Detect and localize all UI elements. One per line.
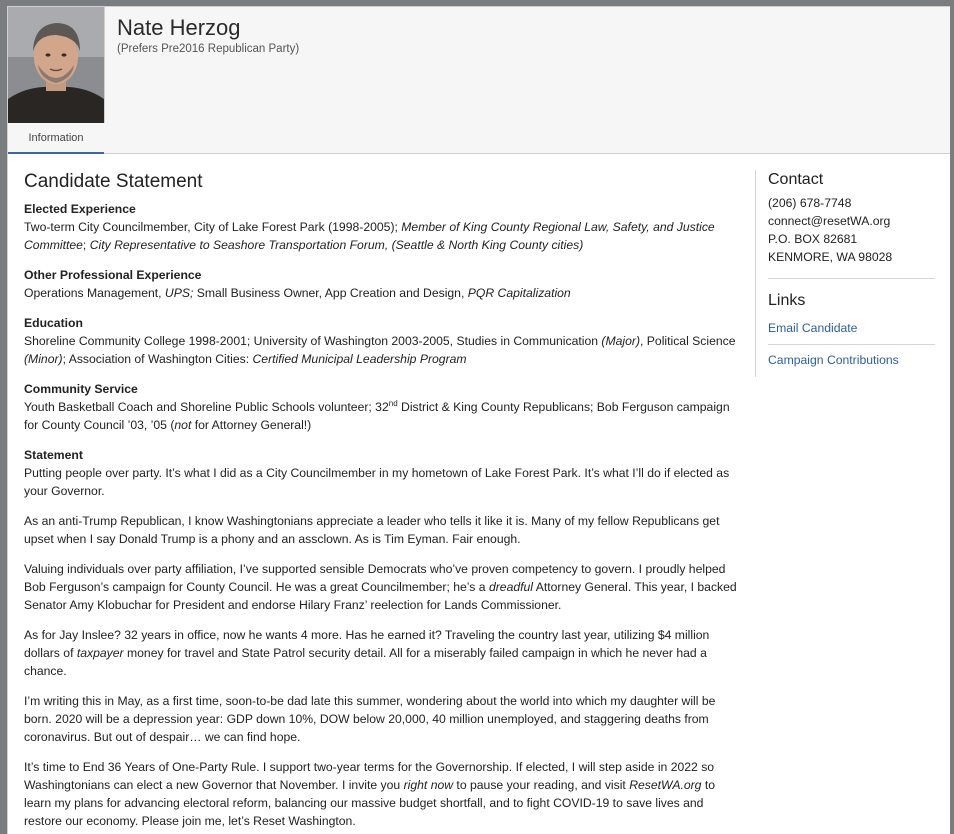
statement-heading: Candidate Statement — [24, 171, 203, 192]
education-title: Education — [24, 316, 83, 330]
statement-paragraph — [24, 560, 744, 614]
text-italic: City Representative to Seashore Transportation Forum, (Seattle & North King County cities) — [89, 238, 584, 252]
text-italic: ResetWA.org — [629, 778, 702, 792]
candidate-page — [7, 6, 950, 834]
campaign-contributions-link[interactable]: Campaign Contributions — [768, 353, 899, 367]
statement-title: Statement — [24, 448, 83, 462]
contact-address-line2: KENMORE, WA 98028 — [768, 250, 893, 264]
text-span: , Political Science — [640, 334, 736, 348]
text-italic: (Minor) — [24, 352, 63, 366]
elected-experience-section — [24, 200, 744, 254]
text-italic: right now — [403, 778, 454, 792]
tab-bar — [8, 123, 950, 154]
contact-phone: (206) 678-7748 — [768, 196, 852, 210]
candidate-photo — [8, 7, 105, 123]
other-experience-text — [24, 284, 744, 302]
text-italic: UPS; — [164, 286, 194, 300]
text-span: District & King County Republicans; Bob Ferguson campaign for County Council ’03, ’05 ( — [24, 400, 730, 432]
tab-information[interactable]: Information — [8, 123, 104, 154]
text-span: Attorney General. This year, I backed Senator Amy Klobuchar for President and endorse Hilary Franz’ reelection for Lands Commissioner. — [24, 580, 737, 612]
sidebar-divider — [768, 278, 935, 279]
text-italic: Certified Municipal Leadership Program — [252, 352, 467, 366]
text-italic: (Major) — [601, 334, 641, 348]
links-divider — [768, 344, 935, 345]
text-span: money for travel and State Patrol security detail. All for a miserably failed campaign in which he never had a chance. — [24, 646, 707, 678]
text-italic: PQR Capitalization — [467, 286, 571, 300]
community-service-section — [24, 380, 744, 434]
community-service-text — [24, 398, 744, 434]
text-italic: Member of King County Regional Law, Safety, and Justice Committee — [24, 220, 715, 252]
education-section — [24, 314, 744, 368]
statement-paragraph: As an anti-Trump Republican, I know Washingtonians appreciate a leader who tells it like it is. Many of my fellow Republicans get upset when I say Donald Trump is a phony and an assclown. As is Tim Eyman. Fair enough. — [24, 514, 720, 546]
candidate-party: (Prefers Pre2016 Republican Party) — [117, 43, 300, 55]
contact-heading: Contact — [768, 171, 824, 188]
candidate-header — [8, 6, 950, 124]
community-service-title: Community Service — [24, 382, 138, 396]
text-span: Shoreline Community College 1998-2001; University of Washington 2003-2005, Studies in Communication — [24, 334, 602, 348]
elected-experience-title: Elected Experience — [24, 202, 136, 216]
links-heading: Links — [768, 292, 806, 309]
text-italic: taxpayer — [76, 646, 124, 660]
text-span: ; Association of Washington Cities: — [62, 352, 253, 366]
text-span: Valuing individuals over party affiliation, I’ve supported sensible Democrats who’ve proven competency to govern. I proudly helped Bob Ferguson’s campaign for County Council. He was a great Councilmember; he’s a — [24, 562, 726, 594]
text-span: Operations Management, — [24, 286, 165, 300]
text-span: Two-term City Councilmember, City of Lake Forest Park (1998-2005); — [24, 220, 402, 234]
elected-experience-text — [24, 218, 744, 254]
superscript: nd — [388, 398, 398, 408]
statement-paragraph: I’m writing this in May, as a first time, soon-to-be dad late this summer, wondering about the world into which my daughter will be born. 2020 will be a depression year: GDP down 10%, DOW below 20,000, 40 million unemployed, and staggering deaths from coronavirus. But out of despair… we can find hope. — [24, 694, 716, 744]
contact-address-line1: P.O. BOX 82681 — [768, 232, 858, 246]
other-experience-section — [24, 266, 744, 302]
text-italic: not — [174, 418, 192, 432]
statement-paragraph — [24, 626, 744, 680]
statement-paragraph: Putting people over party. It’s what I did as a City Councilmember in my hometown of Lake Forest Park. It’s what I’ll do if elected as your Governor. — [24, 466, 730, 498]
text-span: to learn my plans for advancing electoral reform, balancing our massive budget shortfall, and to fight COVID-19 to save lives and restore our economy. Please join me, let’s Reset Washington. — [24, 778, 716, 828]
candidate-statement-panel — [24, 170, 744, 834]
candidate-name: Nate Herzog — [117, 15, 241, 40]
email-candidate-link[interactable]: Email Candidate — [768, 321, 858, 335]
statement-section — [24, 446, 744, 830]
text-italic: dreadful — [488, 580, 533, 594]
text-span: Youth Basketball Coach and Shoreline Public Schools volunteer; 32 — [24, 400, 389, 414]
contact-sidebar — [755, 170, 948, 377]
text-span: It’s time to End 36 Years of One-Party Rule. I support two-year terms for the Governorship. If elected, I will step aside in 2022 so Washingtonians can elect a new Governor that November. I invite you — [24, 760, 715, 792]
text-span: to pause your reading, and visit — [453, 778, 630, 792]
candidate-portrait-image — [8, 7, 104, 123]
text-span: As for Jay Inslee? 32 years in office, now he wants 4 more. Has he earned it? Traveling the country last year, utilizing $4 million dollars of — [24, 628, 710, 660]
statement-paragraph — [24, 758, 744, 830]
contact-email: connect@resetWA.org — [768, 214, 891, 228]
education-text — [24, 332, 744, 368]
text-span: for Attorney General!) — [191, 418, 312, 432]
text-span: ; — [82, 238, 90, 252]
other-experience-title: Other Professional Experience — [24, 268, 202, 282]
text-span: Small Business Owner, App Creation and Design, — [193, 286, 468, 300]
